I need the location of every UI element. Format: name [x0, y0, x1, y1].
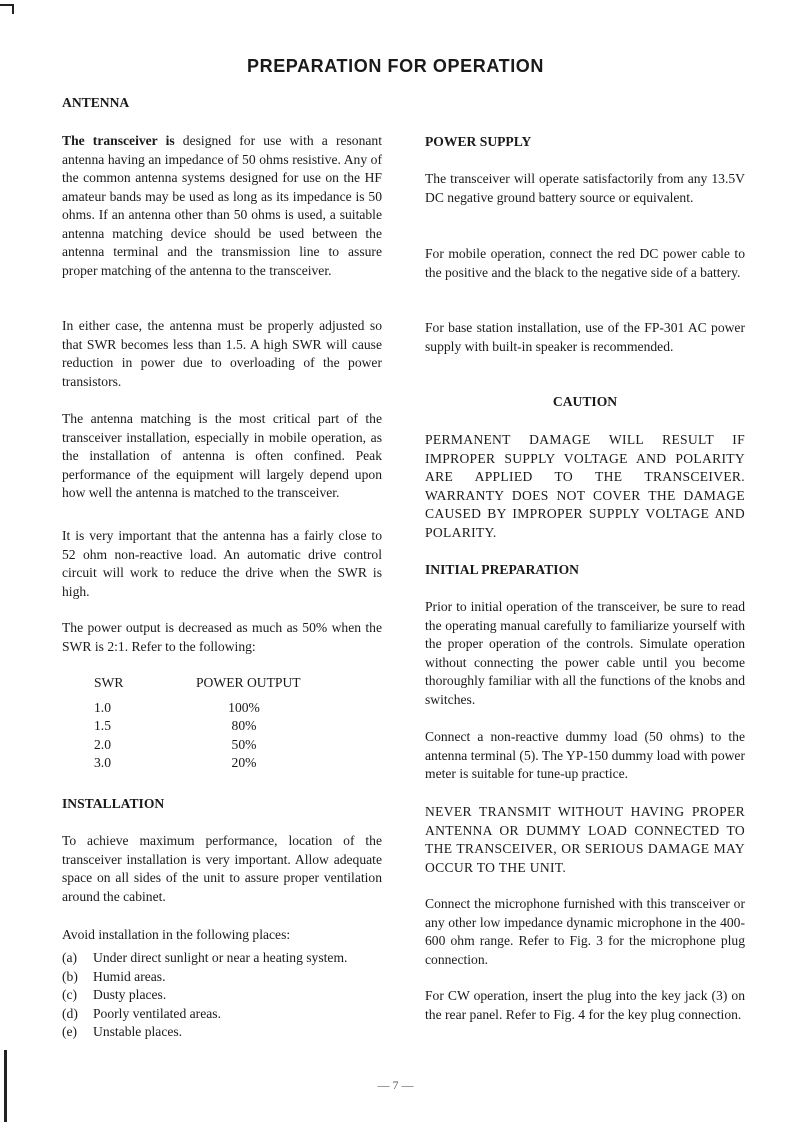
initial-preparation-paragraph-5: For CW operation, insert the plug into the key jack (3) on the rear panel. Refer to Fig. 4 for the key plug connection.	[425, 988, 745, 1022]
swr-value: 3.0	[94, 755, 111, 770]
installation-avoid-list	[62, 949, 382, 1042]
antenna-paragraph-1-lead: The transceiver is	[62, 133, 175, 148]
power-output-column-header: POWER OUTPUT	[196, 675, 301, 690]
swr-column-header: SWR	[94, 675, 124, 690]
initial-preparation-warning: NEVER TRANSMIT WITHOUT HAVING PROPER ANTENNA OR DUMMY LOAD CONNECTED TO THE TRANSCEIVER, OR SERIOUS DAMAGE MAY OCCUR TO THE UNIT.	[425, 804, 745, 875]
list-item-label: (a)	[62, 950, 78, 965]
swr-value: 2.0	[94, 736, 111, 752]
swr-table-header	[94, 674, 354, 693]
installation-paragraph-2: Avoid installation in the following places:	[62, 927, 291, 942]
swr-power-table	[94, 674, 354, 773]
table-row	[94, 699, 354, 718]
list-item-label: (c)	[62, 987, 78, 1002]
list-item-label: (e)	[62, 1024, 78, 1039]
list-item	[62, 1023, 382, 1042]
antenna-paragraph-1	[62, 132, 382, 280]
list-item-label: (b)	[62, 968, 78, 984]
installation-paragraph-1: To achieve maximum performance, location of the transceiver installation is very important. Allow adequate space on all sides of the unit to assure proper ventilation around the cabinet.	[62, 833, 382, 904]
page-number: — 7 —	[377, 1078, 414, 1092]
table-row	[94, 736, 354, 755]
list-item-text: Unstable places.	[93, 1024, 183, 1039]
power-output-value: 100%	[228, 699, 260, 715]
list-item	[62, 986, 382, 1005]
antenna-paragraph-3: The antenna matching is the most critical part of the transceiver installation, especially in mobile operation, as the installation of antenna is often confined. Peak performance of the equipment will largely depend upon how well the antenna is matched to the transceiver.	[62, 411, 382, 500]
caution-text: PERMANENT DAMAGE WILL RESULT IF IMPROPER SUPPLY VOLTAGE AND POLARITY ARE APPLIED TO THE TRANSCEIVER. WARRANTY DOES NOT COVER THE DAMAGE CAUSED BY IMPROPER SUPPLY VOLTAGE AND POLARITY.	[425, 432, 745, 540]
antenna-paragraph-4: It is very important that the antenna has a fairly close to 52 ohm non-reactive load. An automatic drive control circuit will work to reduce the drive when the SWR is high.	[62, 528, 382, 599]
power-output-value: 80%	[231, 718, 257, 733]
scan-corner-mark	[12, 4, 14, 14]
list-item-text: Under direct sunlight or near a heating system.	[93, 950, 348, 965]
initial-preparation-paragraph-4: Connect the microphone furnished with this transceiver or any other low impedance dynamic microphone in the 400-600 ohm range. Refer to Fig. 3 for the microphone plug connection.	[425, 896, 745, 967]
antenna-paragraph-5: The power output is decreased as much as 50% when the SWR is 2:1. Refer to the following:	[62, 620, 382, 654]
list-item-text: Humid areas.	[93, 968, 166, 984]
list-item	[62, 949, 382, 968]
power-supply-paragraph-1: The transceiver will operate satisfactorily from any 13.5V DC negative ground battery source or equivalent.	[425, 171, 745, 205]
power-output-value: 50%	[231, 736, 257, 752]
antenna-paragraph-1-body: designed for use with a resonant antenna having an impedance of 50 ohms resistive. Any of the common antenna systems designed for use on the HF amateur bands may be used as long as its impedance is 50 ohms. If an antenna other than 50 ohms is used, a suitable antenna matching device should be used between the antenna terminal and the transmission line to assure proper matching of the antenna to the transceiver.	[62, 133, 383, 278]
list-item-label: (d)	[62, 1005, 78, 1021]
power-supply-paragraph-3: For base station installation, use of the FP-301 AC power supply with built-in speaker is recommended.	[425, 320, 745, 354]
list-item	[62, 968, 382, 987]
initial-preparation-heading: INITIAL PREPARATION	[425, 562, 579, 577]
list-item	[62, 1005, 382, 1024]
power-supply-paragraph-2: For mobile operation, connect the red DC power cable to the positive and the black to the negative side of a battery.	[425, 246, 745, 280]
table-row	[94, 754, 354, 773]
swr-value: 1.0	[94, 699, 111, 715]
power-output-value: 20%	[231, 755, 257, 770]
swr-value: 1.5	[94, 718, 111, 733]
list-item-text: Dusty places.	[93, 987, 167, 1002]
antenna-heading: ANTENNA	[62, 95, 130, 110]
installation-heading: INSTALLATION	[62, 796, 165, 811]
initial-preparation-paragraph-1: Prior to initial operation of the transceiver, be sure to read the operating manual carefully to familiarize yourself with the proper operation of the controls. Simulate operation without connecting the power cable until you become thoroughly familiar with all the functions of the knobs and switches.	[425, 599, 745, 707]
table-row	[94, 717, 354, 736]
antenna-paragraph-2: In either case, the antenna must be properly adjusted so that SWR becomes less than 1.5. A high SWR will cause reduction in power due to overloading of the power transistors.	[62, 318, 382, 389]
initial-preparation-paragraph-2: Connect a non-reactive dummy load (50 ohms) to the antenna terminal (5). The YP-150 dummy load with power meter is suitable for tune-up practice.	[425, 729, 745, 781]
list-item-text: Poorly ventilated areas.	[93, 1005, 221, 1021]
caution-heading: CAUTION	[552, 394, 618, 409]
power-supply-heading: POWER SUPPLY	[425, 134, 532, 149]
page-title: PREPARATION FOR OPERATION	[246, 56, 544, 76]
